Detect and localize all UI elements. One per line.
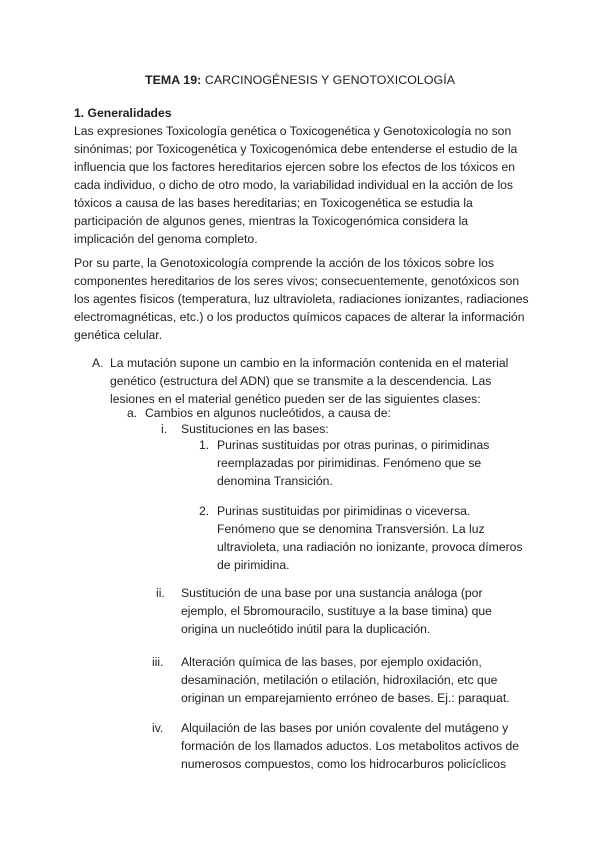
list-item-2 (217, 502, 523, 574)
list-item-line: formación de los llamados aductos. Los metabolitos activos de (181, 739, 520, 753)
list-item-ii (181, 584, 492, 638)
list-item-line: denomina Transición. (217, 474, 333, 488)
list-item-iii (181, 653, 510, 707)
list-item-line: Fenómeno que se denomina Transversión. La luz (217, 522, 485, 536)
list-item-line: reemplazadas por pirimidinas. Fenómeno que se (217, 456, 482, 470)
list-item-line: lesiones en el material genético pueden ser de las siguientes clases: (110, 392, 481, 406)
list-marker-iv: iv. (152, 721, 164, 735)
list-item-iv (181, 719, 519, 773)
list-marker-iii: iii. (152, 655, 164, 669)
list-item-line: numerosos compuestos, como los hidrocarburos policíclicos (181, 757, 507, 771)
list-item-line: Sustituciones en las bases: (181, 422, 329, 436)
list-item-line: origina un nucleótido inútil para la duplicación. (181, 622, 431, 636)
list-item-line: Purinas sustituidas por otras purinas, o pirimidinas (217, 438, 490, 452)
list-item-line: de pirimidina. (217, 558, 290, 572)
title-text: CARCINOGÉNESIS Y GENOTOXICOLOGÍA (201, 73, 456, 87)
paragraph-line: implicación del genoma completo. (74, 232, 258, 246)
list-item-line: genético (estructura del ADN) que se transmite a la descendencia. Las (110, 374, 492, 388)
paragraph-line: participación de algunos genes, mientras la Toxicogenómica considera la (74, 214, 469, 228)
paragraph-line: componentes hereditarios de los seres vivos; consecuentemente, genotóxicos son (74, 274, 520, 288)
list-item-line: desaminación, metilación o etilación, hidroxilación, etc que (181, 673, 498, 687)
list-marker-i: i. (161, 422, 168, 436)
paragraph-line: electromagnéticas, etc.) o los productos químicos capaces de alterar la información (74, 310, 525, 324)
list-item-A (110, 354, 508, 408)
list-item-line: Cambios en algunos nucleótidos, a causa de: (145, 406, 391, 420)
paragraph-line: los agentes físicos (temperatura, luz ultravioleta, radiaciones ionizantes, radiaciones (74, 292, 529, 306)
paragraph-2 (74, 254, 534, 344)
paragraph-line: Las expresiones Toxicología genética o Toxicogenética y Genotoxicología no son (74, 124, 512, 138)
paragraph-line: influencia que los factores hereditarios ejercen sobre los efectos de los tóxicos en (74, 160, 516, 174)
list-item-line: ultravioleta, una radiación no ionizante, provoca dímeros (217, 540, 523, 554)
list-marker-A: A. (92, 356, 104, 370)
paragraph-line: tóxicos a causa de las bases hereditarias; en Toxicogenética se estudia la (74, 196, 473, 210)
paragraph-line: genética celular. (74, 328, 163, 342)
paragraph-line: Por su parte, la Genotoxicología comprende la acción de los tóxicos sobre los (74, 256, 495, 270)
list-item-line: ejemplo, el 5bromouracilo, sustituye a la base timina) que (181, 604, 492, 618)
list-item-line: Alquilación de las bases por unión covalente del mutágeno y (181, 721, 509, 735)
paragraph-line: cada individuo, o dicho de otro modo, la variabilidad individual en la acción de los (74, 178, 514, 192)
title-bold: TEMA 19: (144, 73, 202, 87)
list-marker-2: 2. (199, 504, 210, 518)
page-title (0, 72, 600, 88)
list-item-line: Sustitución de una base por una sustancia análoga (por (181, 586, 483, 600)
paragraph-line: sinónimas; por Toxicogenética y Toxicogenómica debe entenderse el estudio de la (74, 142, 518, 156)
list-item-line: La mutación supone un cambio en la información contenida en el material (110, 356, 509, 370)
list-marker-ii: ii. (156, 586, 165, 600)
list-marker-a: a. (127, 406, 138, 420)
list-item-1 (217, 436, 489, 490)
list-item-line: originan un emparejamiento erróneo de bases. Ej.: paraquat. (181, 691, 510, 705)
list-item-line: Alteración química de las bases, por ejemplo oxidación, (181, 655, 482, 669)
list-marker-1: 1. (199, 438, 210, 452)
paragraph-1 (74, 122, 534, 248)
section-heading: 1. Generalidades (74, 106, 172, 120)
list-item-line: Purinas sustituidas por pirimidinas o viceversa. (217, 504, 471, 518)
